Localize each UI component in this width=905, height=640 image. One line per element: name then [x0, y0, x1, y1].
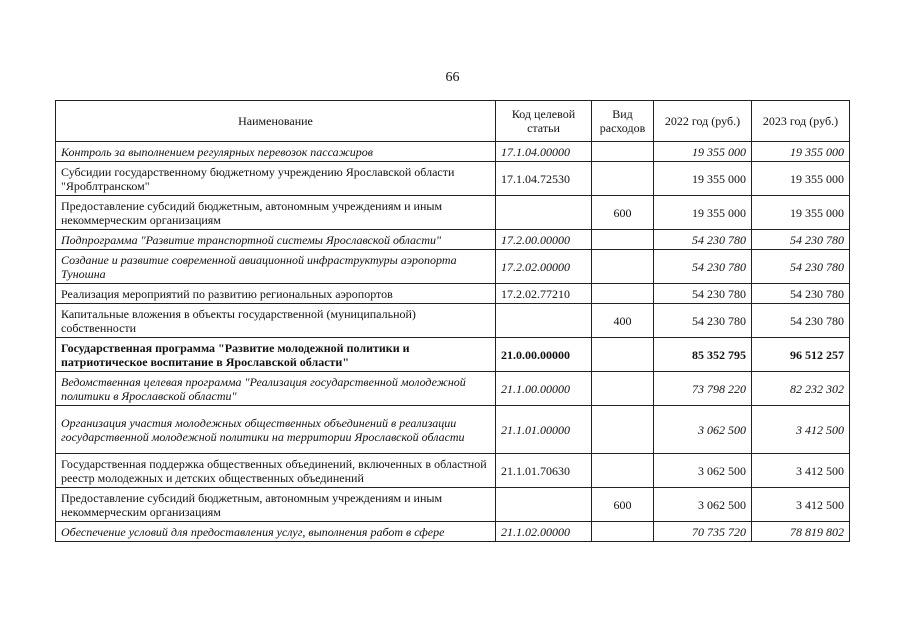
table-header-row — [56, 101, 850, 142]
table-row — [56, 522, 850, 542]
cell-name: Предоставление субсидий бюджетным, автономным учреждениям и иным некоммерческим организациям — [56, 488, 496, 522]
table-row — [56, 406, 850, 454]
cell-2022: 70 735 720 — [654, 522, 752, 542]
cell-kind — [592, 522, 654, 542]
cell-code — [496, 196, 592, 230]
table-row — [56, 250, 850, 284]
table-row — [56, 284, 850, 304]
cell-2022: 73 798 220 — [654, 372, 752, 406]
cell-code: 17.1.04.00000 — [496, 142, 592, 162]
cell-2023: 19 355 000 — [752, 196, 850, 230]
cell-kind — [592, 230, 654, 250]
cell-kind — [592, 454, 654, 488]
cell-name: Обеспечение условий для предоставления услуг, выполнения работ в сфере — [56, 522, 496, 542]
header-2023: 2023 год (руб.) — [752, 101, 850, 142]
cell-2023: 3 412 500 — [752, 406, 850, 454]
cell-name: Ведомственная целевая программа "Реализация государственной молодежной политики в Ярославской области" — [56, 372, 496, 406]
cell-kind: 400 — [592, 304, 654, 338]
cell-code: 21.1.01.70630 — [496, 454, 592, 488]
cell-2022: 54 230 780 — [654, 230, 752, 250]
budget-table — [55, 100, 850, 542]
table-row — [56, 142, 850, 162]
cell-2023: 3 412 500 — [752, 454, 850, 488]
cell-2022: 54 230 780 — [654, 304, 752, 338]
cell-2023: 82 232 302 — [752, 372, 850, 406]
cell-kind — [592, 372, 654, 406]
cell-kind — [592, 338, 654, 372]
table-row — [56, 488, 850, 522]
header-kind: Вид расходов — [592, 101, 654, 142]
header-name: Наименование — [56, 101, 496, 142]
cell-name: Субсидии государственному бюджетному учреждению Ярославской области "Яроблтранском" — [56, 162, 496, 196]
cell-2022: 19 355 000 — [654, 196, 752, 230]
table-row — [56, 162, 850, 196]
cell-name: Подпрограмма "Развитие транспортной системы Ярославской области" — [56, 230, 496, 250]
cell-code: 17.2.00.00000 — [496, 230, 592, 250]
cell-kind: 600 — [592, 196, 654, 230]
cell-2023: 96 512 257 — [752, 338, 850, 372]
cell-2022: 19 355 000 — [654, 142, 752, 162]
cell-2022: 3 062 500 — [654, 488, 752, 522]
cell-kind — [592, 250, 654, 284]
cell-2022: 3 062 500 — [654, 406, 752, 454]
header-2022: 2022 год (руб.) — [654, 101, 752, 142]
cell-2022: 54 230 780 — [654, 284, 752, 304]
cell-code: 17.2.02.00000 — [496, 250, 592, 284]
cell-2022: 85 352 795 — [654, 338, 752, 372]
cell-kind — [592, 284, 654, 304]
cell-name: Государственная поддержка общественных объединений, включенных в областной реестр молодежных и детских общественных объединений — [56, 454, 496, 488]
cell-2022: 19 355 000 — [654, 162, 752, 196]
table-row — [56, 454, 850, 488]
cell-kind — [592, 162, 654, 196]
cell-2022: 54 230 780 — [654, 250, 752, 284]
cell-kind — [592, 142, 654, 162]
table-row — [56, 372, 850, 406]
cell-2023: 54 230 780 — [752, 304, 850, 338]
cell-code: 21.1.00.00000 — [496, 372, 592, 406]
cell-code: 21.0.00.00000 — [496, 338, 592, 372]
table-row — [56, 196, 850, 230]
page-number: 66 — [445, 70, 460, 85]
cell-2023: 54 230 780 — [752, 284, 850, 304]
cell-name: Контроль за выполнением регулярных перевозок пассажиров — [56, 142, 496, 162]
cell-name: Создание и развитие современной авиационной инфраструктуры аэропорта Туношна — [56, 250, 496, 284]
table-row — [56, 304, 850, 338]
cell-2023: 78 819 802 — [752, 522, 850, 542]
cell-code: 21.1.02.00000 — [496, 522, 592, 542]
table-row — [56, 230, 850, 250]
cell-name: Капитальные вложения в объекты государственной (муниципальной) собственности — [56, 304, 496, 338]
cell-2023: 19 355 000 — [752, 142, 850, 162]
cell-name: Реализация мероприятий по развитию региональных аэропортов — [56, 284, 496, 304]
cell-code: 17.2.02.77210 — [496, 284, 592, 304]
cell-2022: 3 062 500 — [654, 454, 752, 488]
cell-2023: 19 355 000 — [752, 162, 850, 196]
header-code: Код целевой статьи — [496, 101, 592, 142]
table-row — [56, 338, 850, 372]
cell-code — [496, 488, 592, 522]
cell-name: Предоставление субсидий бюджетным, автономным учреждениям и иным некоммерческим организациям — [56, 196, 496, 230]
cell-name: Организация участия молодежных общественных объединений в реализации государственной молодежной политики на территории Ярославской области — [56, 406, 496, 454]
cell-name: Государственная программа "Развитие молодежной политики и патриотическое воспитание в Ярославской области" — [56, 338, 496, 372]
cell-2023: 54 230 780 — [752, 230, 850, 250]
cell-2023: 3 412 500 — [752, 488, 850, 522]
cell-kind — [592, 406, 654, 454]
cell-2023: 54 230 780 — [752, 250, 850, 284]
table-body — [56, 142, 850, 542]
cell-code — [496, 304, 592, 338]
cell-code: 21.1.01.00000 — [496, 406, 592, 454]
cell-code: 17.1.04.72530 — [496, 162, 592, 196]
cell-kind: 600 — [592, 488, 654, 522]
